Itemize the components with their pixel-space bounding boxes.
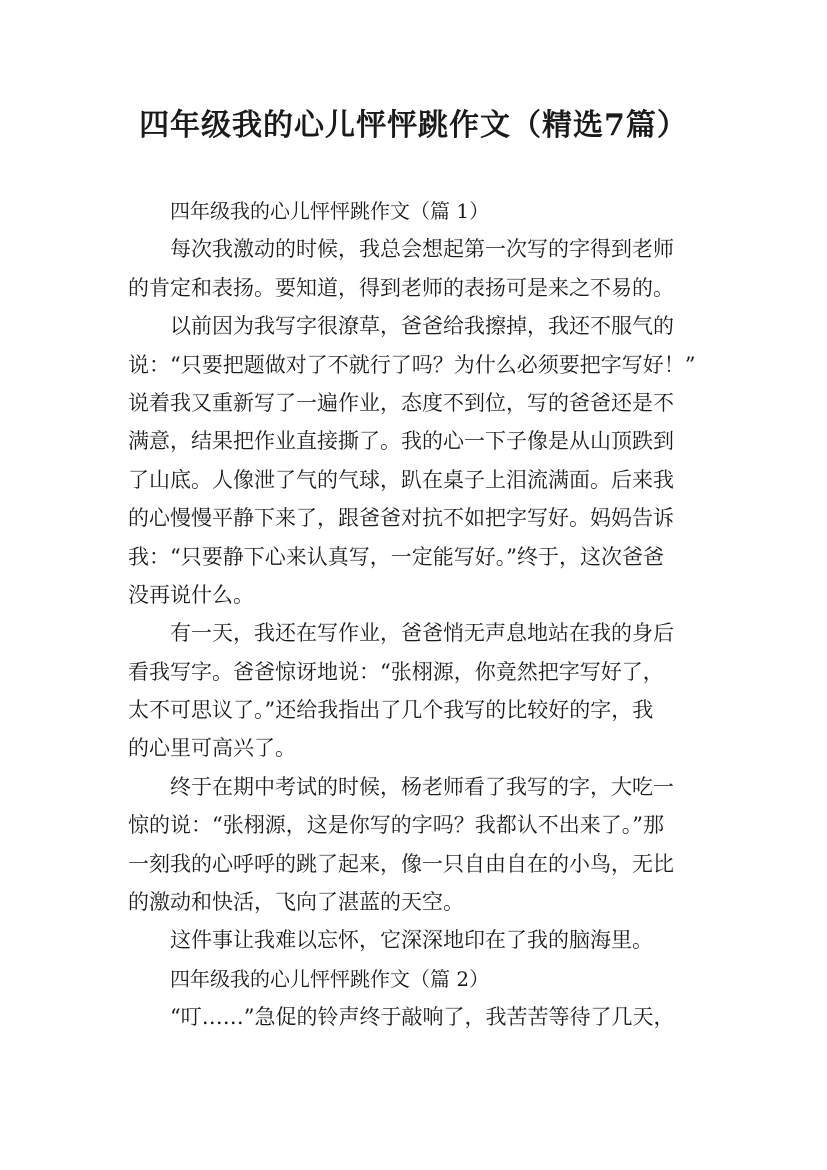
text-line: 的心里可高兴了。 xyxy=(128,736,296,761)
text-line: 一刻我的心呼呼的跳了起来，像一只自由自在的小鸟，无比 xyxy=(128,851,674,876)
text-line: 终于在期中考试的时候，杨老师看了我写的字，大吃一 xyxy=(170,774,674,799)
text-line: 了山底。人像泄了气的气球，趴在桌子上泪流满面。后来我 xyxy=(128,467,674,492)
text-line: 太不可思议了。”还给我指出了几个我写的比较好的字，我 xyxy=(128,698,654,723)
text-line: 的激动和快活，飞向了湛蓝的天空。 xyxy=(128,890,464,915)
text-line: 没再说什么。 xyxy=(128,582,254,607)
text-line: “叮……”急促的铃声终于敲响了，我苦苦等待了几天， xyxy=(170,1005,675,1030)
text-line: 每次我激动的时候，我总会想起第一次写的字得到老师 xyxy=(170,237,674,262)
text-line: 惊的说：“张栩源，这是你写的字吗？我都认不出来了。”那 xyxy=(128,813,664,838)
text-line: 的肯定和表扬。要知道，得到老师的表扬可是来之不易的。 xyxy=(128,275,674,300)
document-body xyxy=(128,192,708,1037)
section-heading: 四年级我的心儿怦怦跳作文（篇 1） xyxy=(170,199,490,223)
text-line: 满意，结果把作业直接撕了。我的心一下子像是从山顶跌到 xyxy=(128,429,674,454)
text-line: 这件事让我难以忘怀，它深深地印在了我的脑海里。 xyxy=(170,928,653,953)
text-line: 有一天，我还在写作业，爸爸悄无声息地站在我的身后 xyxy=(170,621,674,646)
text-line: 说着我又重新写了一遍作业，态度不到位，写的爸爸还是不 xyxy=(128,390,674,415)
section-heading: 四年级我的心儿怦怦跳作文（篇 2） xyxy=(170,966,490,991)
document-title: 四年级我的心儿怦怦跳作文（精选7篇） xyxy=(139,108,688,143)
text-line: 说：“只要把题做对了不就行了吗？为什么必须要把字写好！” xyxy=(128,352,696,377)
text-line: 看我写字。爸爸惊讶地说：“张栩源，你竟然把字写好了， xyxy=(128,659,664,684)
text-line: 以前因为我写字很潦草，爸爸给我擦掉，我还不服气的 xyxy=(170,314,674,339)
text-line: 我：“只要静下心来认真写，一定能写好。”终于，这次爸爸 xyxy=(128,544,664,569)
text-line: 的心慢慢平静下来了，跟爸爸对抗不如把字写好。妈妈告诉 xyxy=(128,506,674,531)
